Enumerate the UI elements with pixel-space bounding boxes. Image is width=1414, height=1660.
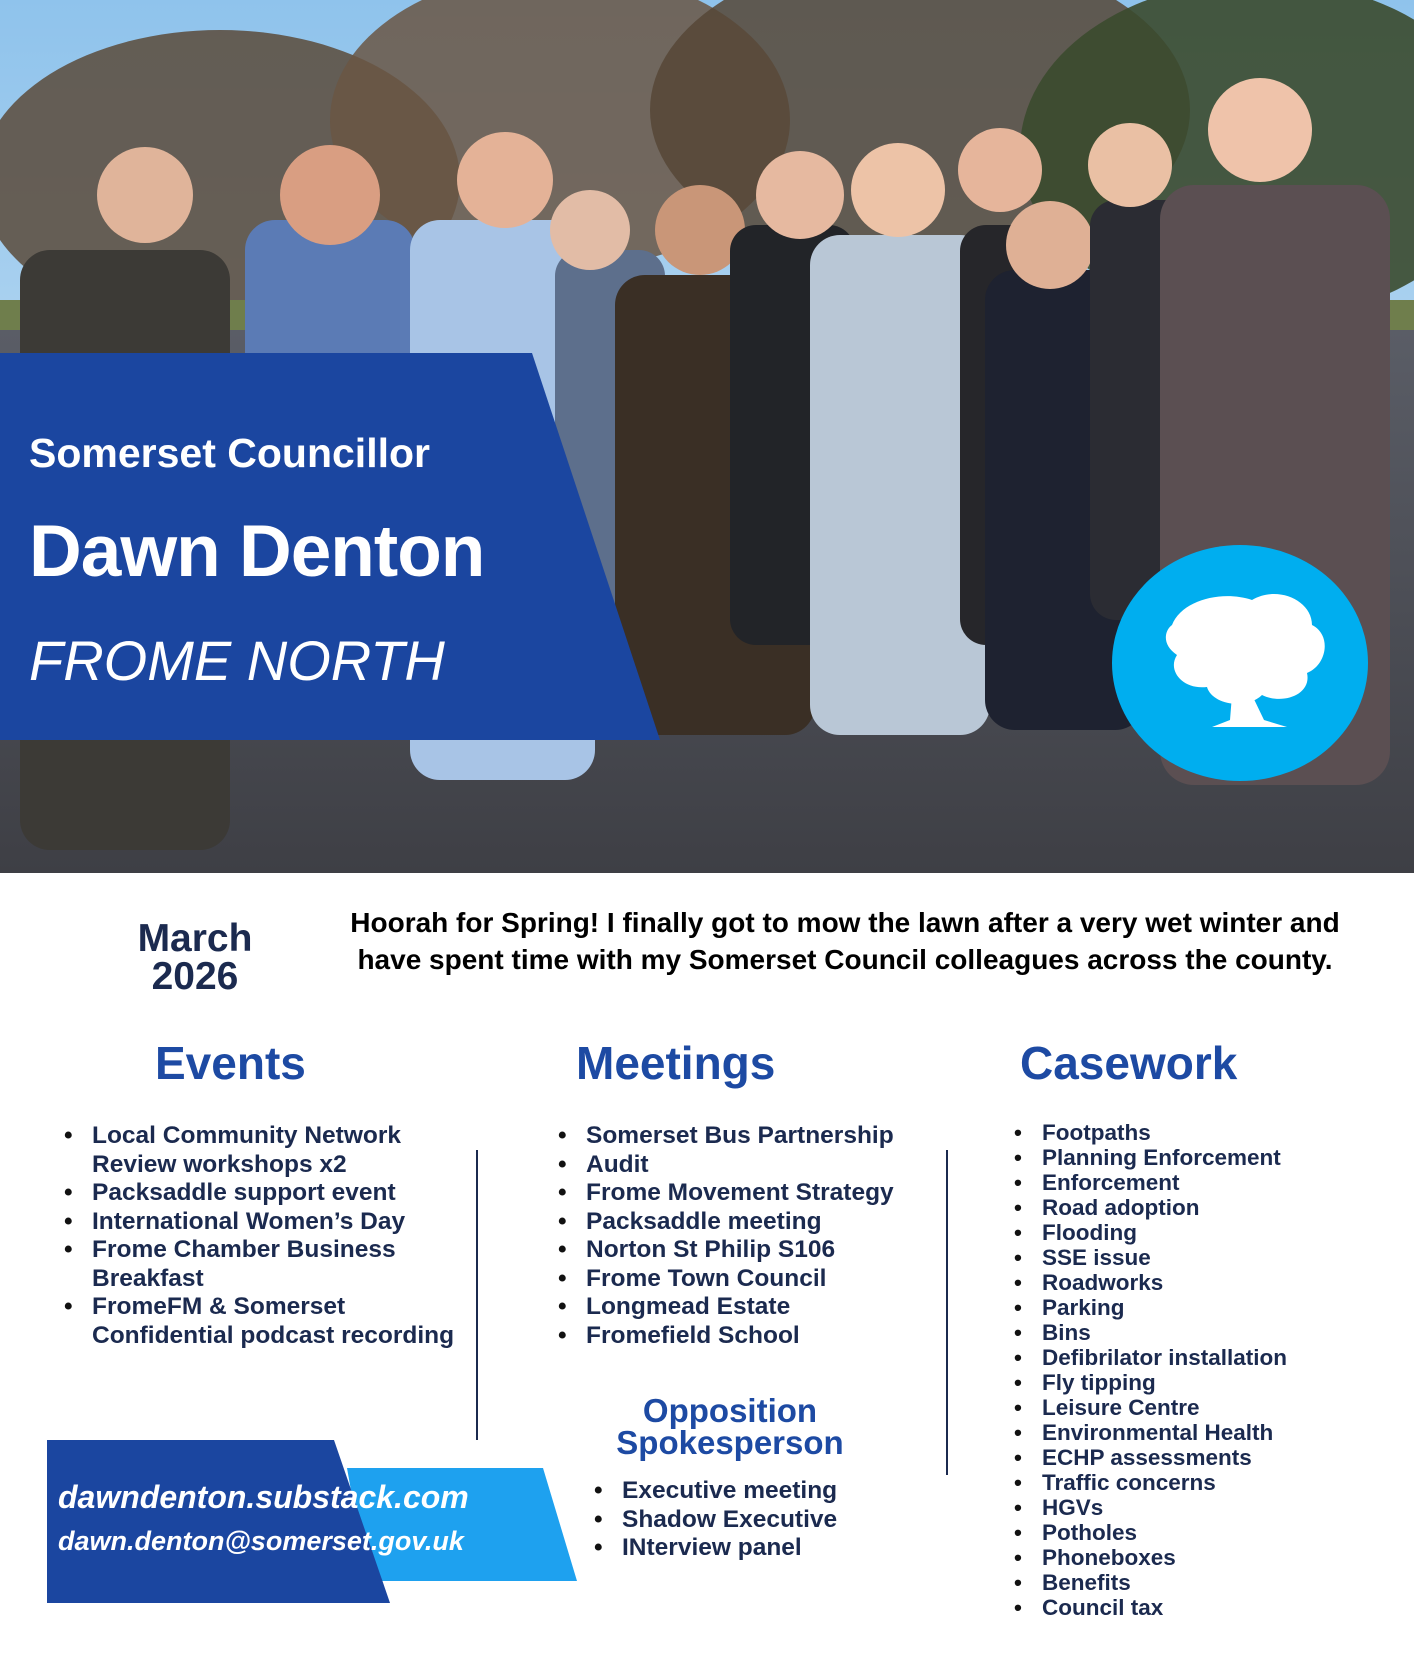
councillor-name: Dawn Denton xyxy=(29,511,485,592)
list-item: • Shadow Executive xyxy=(592,1506,892,1535)
meetings-list xyxy=(556,1122,956,1350)
list-item: • Enforcement xyxy=(1012,1170,1352,1195)
list-item: • Frome Town Council xyxy=(556,1265,956,1294)
list-item: • Benefits xyxy=(1012,1570,1352,1595)
casework-list xyxy=(1012,1120,1352,1620)
column-divider xyxy=(946,1150,948,1475)
list-item: • Executive meeting xyxy=(592,1477,892,1506)
issue-month: March xyxy=(137,917,253,960)
list-item: • Defibrilator installation xyxy=(1012,1345,1352,1370)
list-item: • Parking xyxy=(1012,1295,1352,1320)
list-item: • Roadworks xyxy=(1012,1270,1352,1295)
list-item: • Footpaths xyxy=(1012,1120,1352,1145)
list-item: • Bins xyxy=(1012,1320,1352,1345)
ward-name: FROME NORTH xyxy=(29,629,445,692)
list-item: • Phoneboxes xyxy=(1012,1545,1352,1570)
events-list xyxy=(62,1122,482,1350)
list-item: • Potholes xyxy=(1012,1520,1352,1545)
list-item: • HGVs xyxy=(1012,1495,1352,1520)
email-link[interactable]: dawn.denton@somerset.gov.uk xyxy=(58,1526,464,1556)
list-item: • Fly tipping xyxy=(1012,1370,1352,1395)
issue-date xyxy=(95,917,295,998)
list-item: • Packsaddle meeting xyxy=(556,1208,956,1237)
column-divider xyxy=(476,1150,478,1440)
events-heading: Events xyxy=(155,1037,306,1089)
tree-logo-icon xyxy=(1112,545,1368,781)
list-item: • Norton St Philip S106 xyxy=(556,1236,956,1265)
casework-heading: Casework xyxy=(1020,1037,1238,1089)
list-item: • Longmead Estate xyxy=(556,1293,956,1322)
list-item: • Leisure Centre xyxy=(1012,1395,1352,1420)
list-item: • SSE issue xyxy=(1012,1245,1352,1270)
list-item: • INterview panel xyxy=(592,1534,892,1563)
list-item: • FromeFM & Somerset Confidential podcast recording xyxy=(62,1293,482,1350)
list-item: • Frome Chamber Business Breakfast xyxy=(62,1236,482,1293)
list-item: • Environmental Health xyxy=(1012,1420,1352,1445)
list-item: • Fromefield School xyxy=(556,1322,956,1351)
list-item: • Somerset Bus Partnership xyxy=(556,1122,956,1151)
issue-year: 2026 xyxy=(151,955,239,998)
intro-text: Hoorah for Spring! I finally got to mow the lawn after a very wet winter and have spent time with my Somerset Council colleagues across the county. xyxy=(350,907,1340,975)
list-item: • Road adoption xyxy=(1012,1195,1352,1220)
contact-box xyxy=(47,1440,587,1603)
list-item: • Frome Movement Strategy xyxy=(556,1179,956,1208)
list-item: • Council tax xyxy=(1012,1595,1352,1620)
meetings-heading: Meetings xyxy=(576,1037,776,1089)
list-item: • Planning Enforcement xyxy=(1012,1145,1352,1170)
role-subtitle: Somerset Councillor xyxy=(29,430,430,476)
website-link[interactable]: dawndenton.substack.com xyxy=(58,1479,469,1515)
list-item: • Packsaddle support event xyxy=(62,1179,482,1208)
list-item: • ECHP assessments xyxy=(1012,1445,1352,1470)
list-item: • Traffic concerns xyxy=(1012,1470,1352,1495)
list-item: • International Women’s Day xyxy=(62,1208,482,1237)
list-item: • Flooding xyxy=(1012,1220,1352,1245)
opposition-list xyxy=(592,1477,892,1563)
opposition-heading xyxy=(580,1392,880,1461)
opposition-heading-line2: Spokesperson xyxy=(616,1424,844,1461)
list-item: • Local Community Network Review workshops x2 xyxy=(62,1122,482,1179)
opposition-heading-line1: Opposition xyxy=(642,1392,818,1429)
list-item: • Audit xyxy=(556,1151,956,1180)
